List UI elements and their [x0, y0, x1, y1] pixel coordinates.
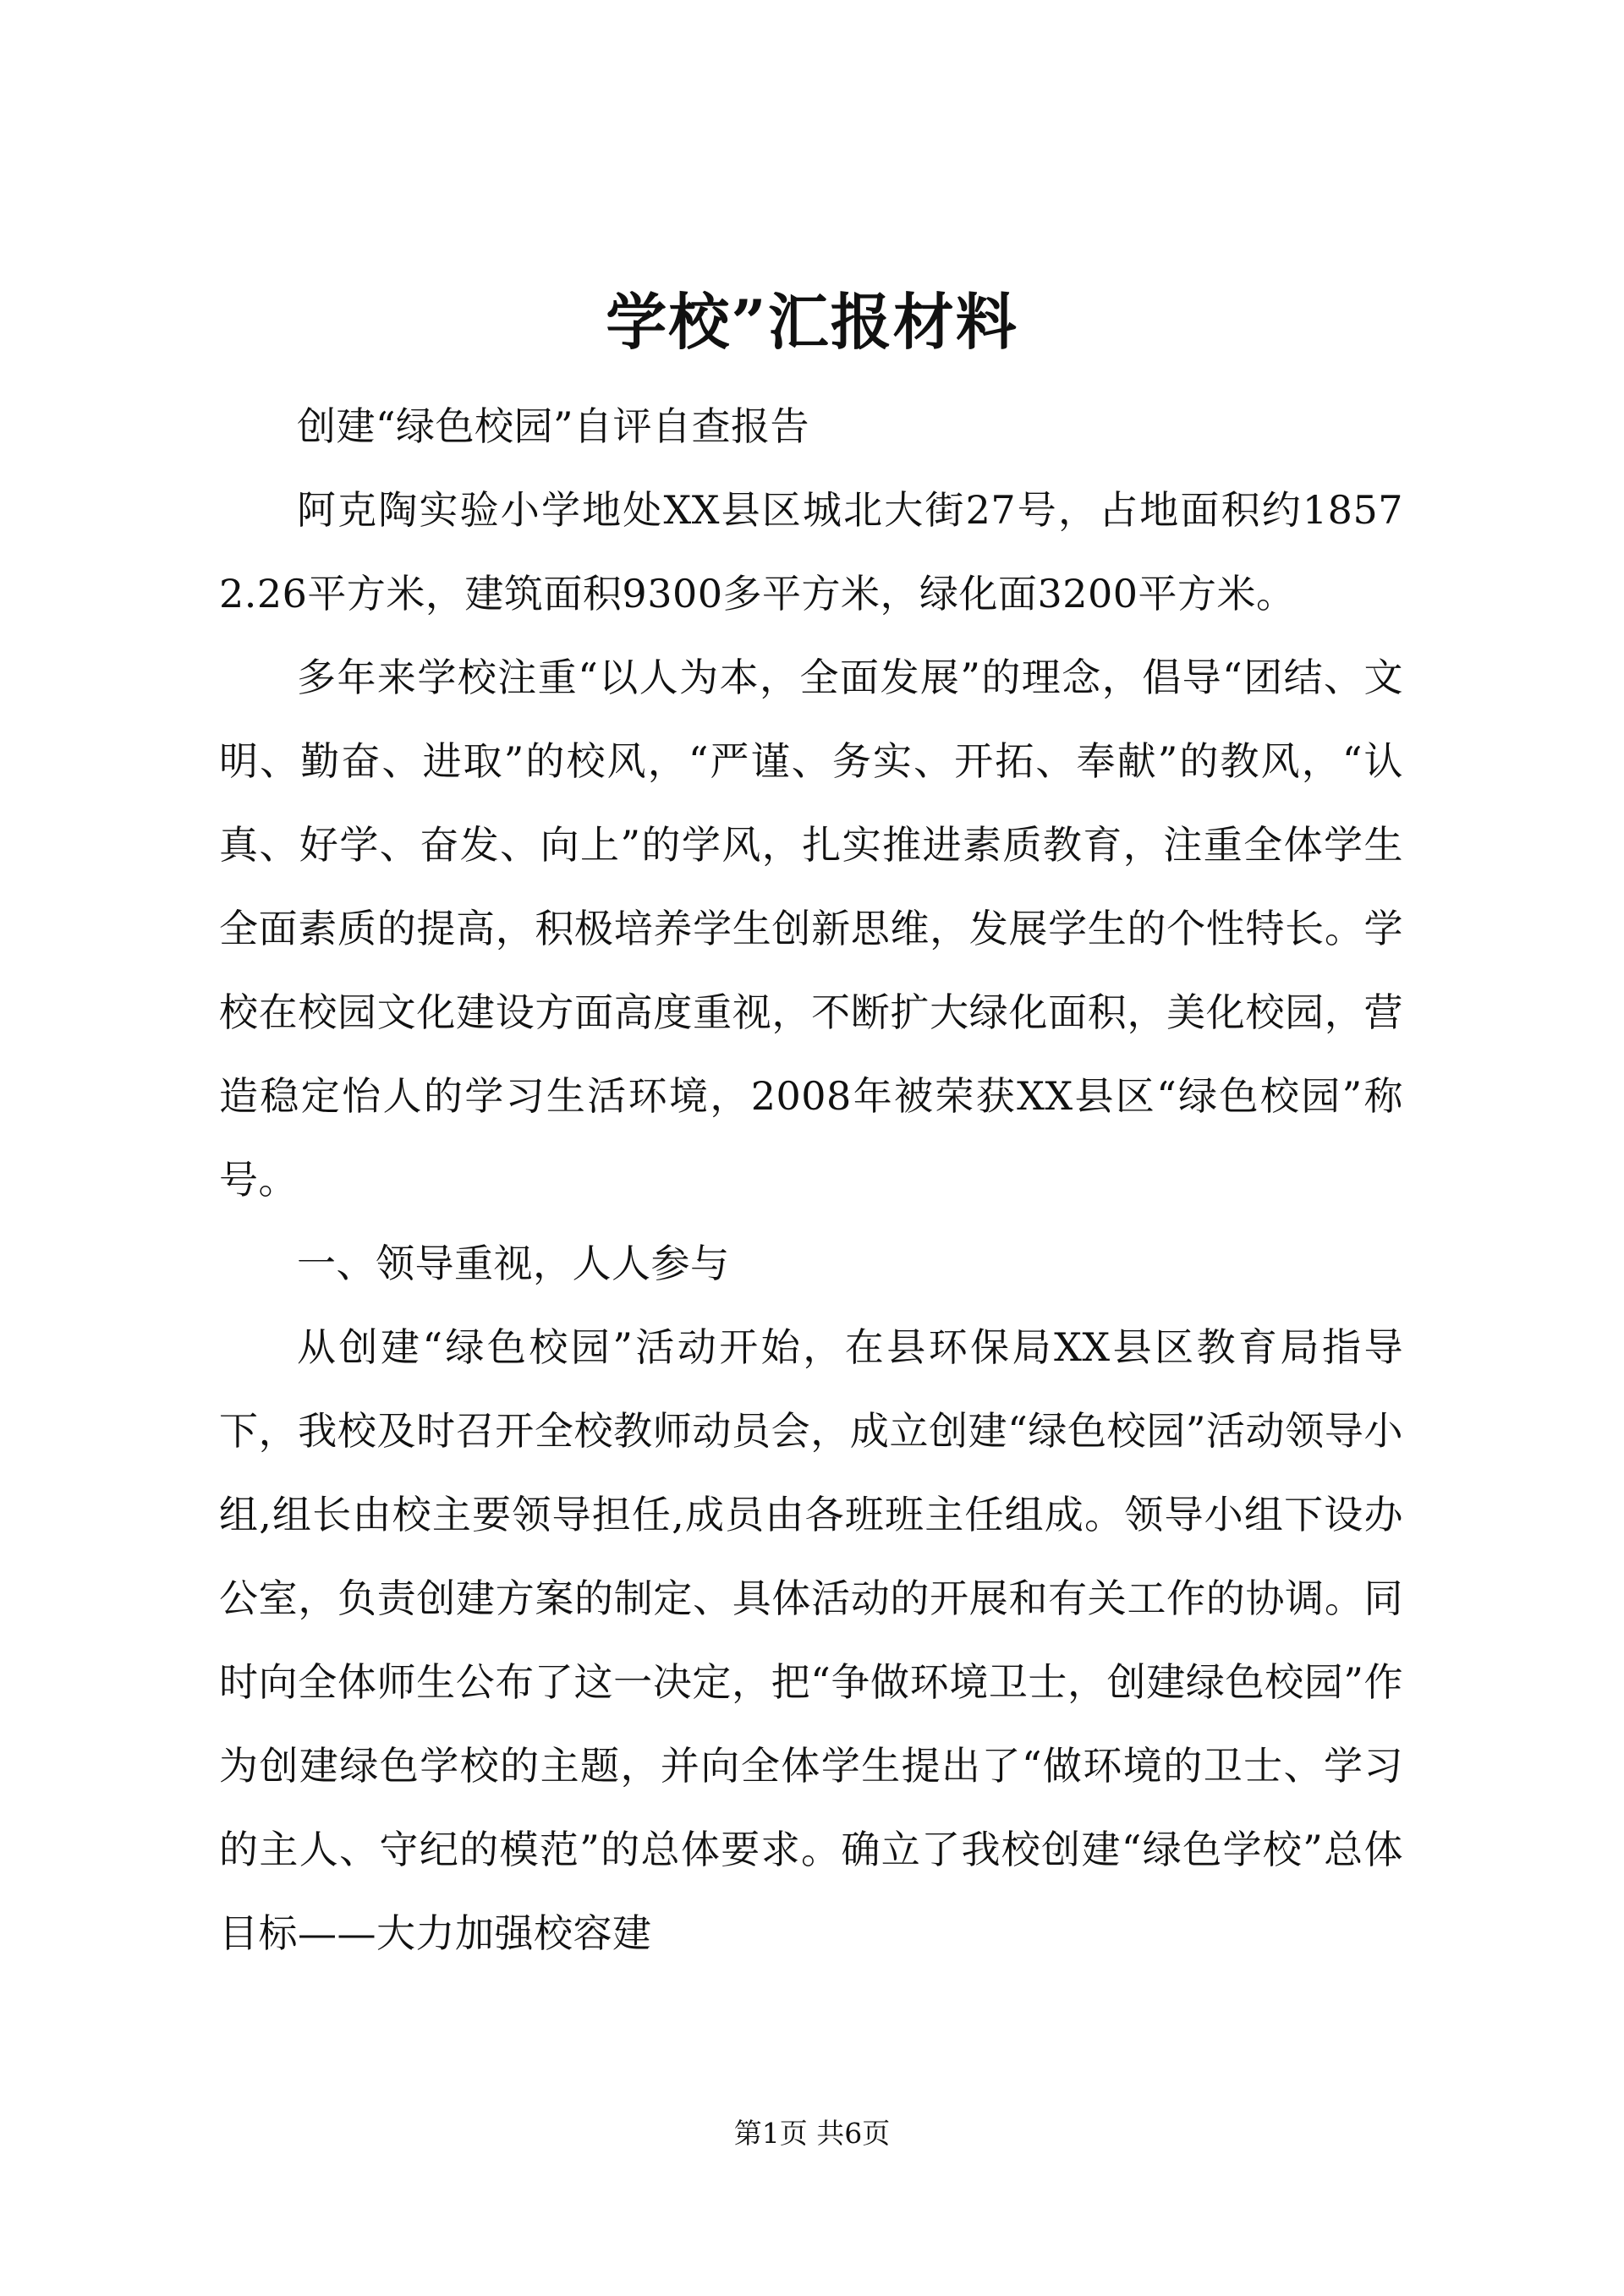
page-footer: 第1页 共6页: [733, 2117, 891, 2150]
document-body: [219, 385, 1403, 1975]
paragraph-subtitle: 创建“绿色校园”自评自查报告: [297, 403, 810, 449]
section-heading-leadership: 一、领导重视，人人参与: [297, 1241, 730, 1286]
paragraph-leadership: 从创建“绿色校园”活动开始，在县环保局XX县区教育局指导下，我校及时召开全校教师动员会，成立创建“绿色校园”活动领导小组,组长由校主要领导担任,成员由各班班主任组成。领导小组下设办公室，负责创建方案的制定、具体活动的开展和有关工作的协调。同时向全体师生公布了这一决定，把“争做环境卫士，创建绿色校园”作为创建绿色学校的主题，并向全体学生提出了“做环境的卫士、学习的主人、守纪的模范”的总体要求。确立了我校创建“绿色学校”总体目标——大力加强校容建: [219, 1324, 1403, 1956]
paragraph-location: 阿克陶实验小学地处XX县区城北大街27号，占地面积约18572.26平方米，建筑面积9300多平方米，绿化面3200平方米。: [219, 487, 1403, 616]
document-title: 学校”汇报材料: [606, 286, 1018, 358]
paragraph-philosophy: 多年来学校注重“以人为本，全面发展”的理念，倡导“团结、文明、勤奋、进取”的校风，“严谨、务实、开拓、奉献”的教风，“认真、好学、奋发、向上”的学风，扎实推进素质教育，注重全体学生全面素质的提高，积极培养学生创新思维，发展学生的个性特长。学校在校园文化建设方面高度重视，不断扩大绿化面积，美化校园，营造稳定怡人的学习生活环境，2008年被荣获XX县区“绿色校园”称号。: [219, 655, 1403, 1203]
